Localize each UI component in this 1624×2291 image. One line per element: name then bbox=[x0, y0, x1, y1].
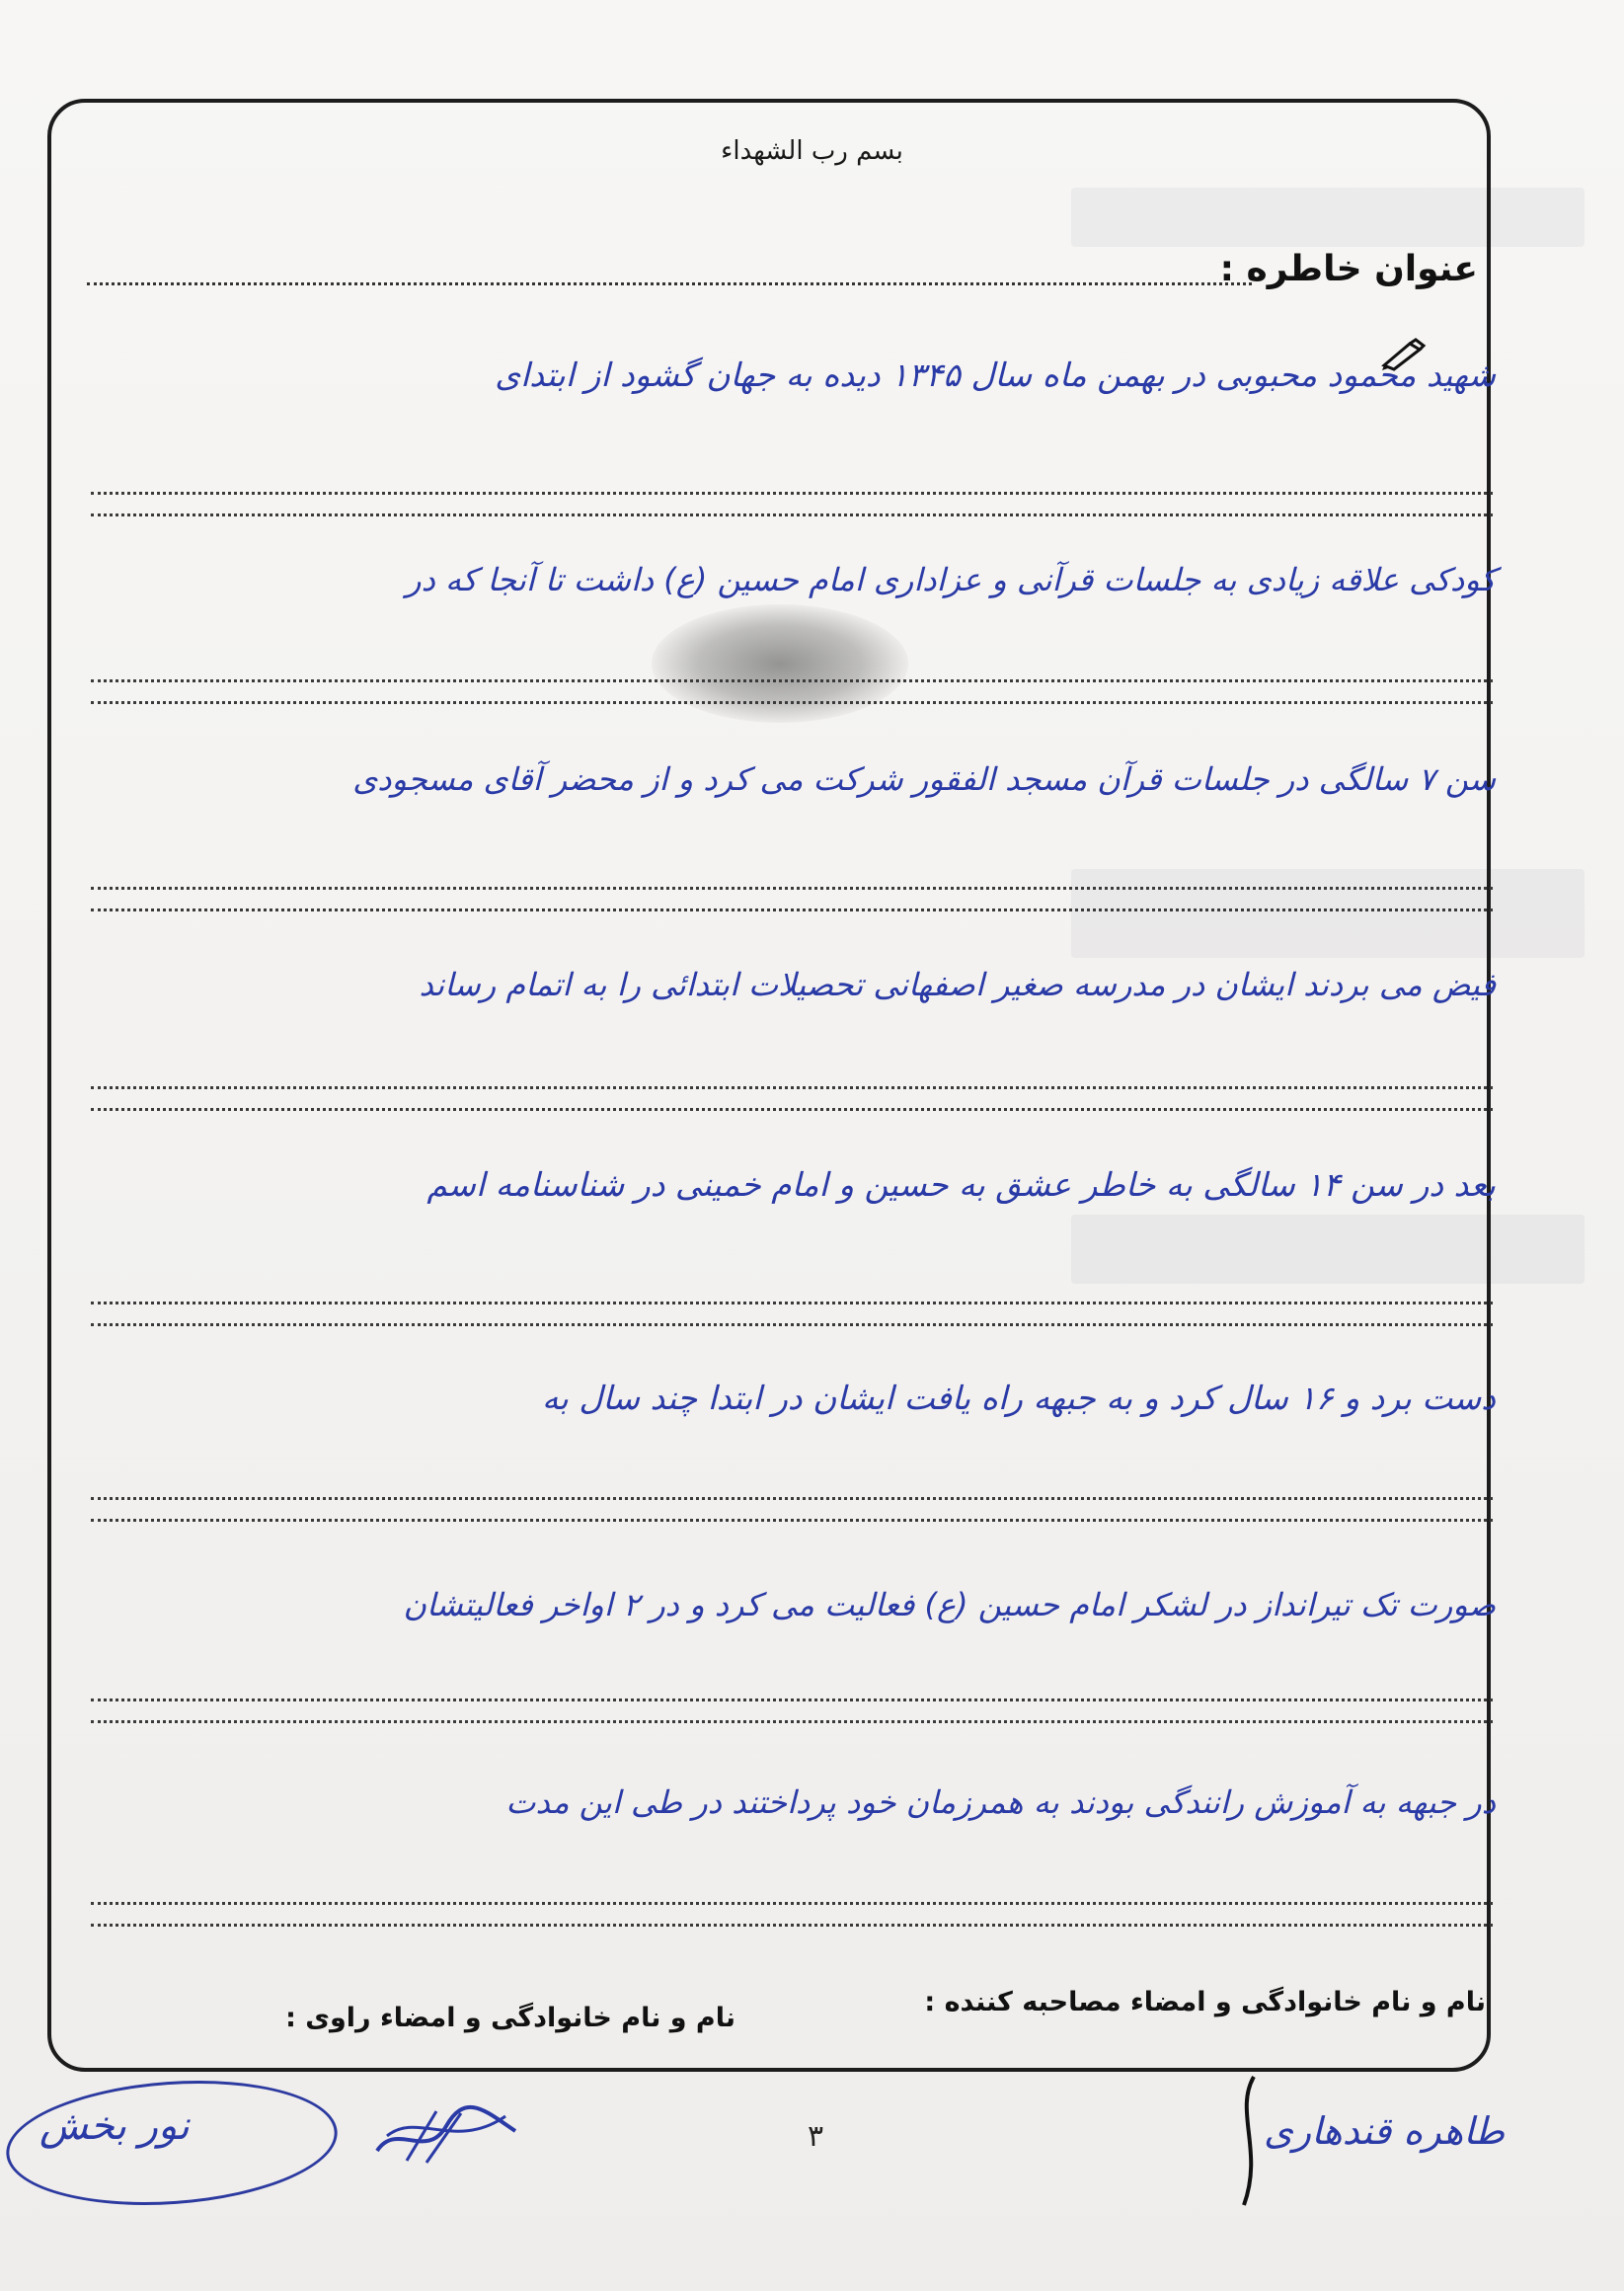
dotted-rule bbox=[91, 1302, 1493, 1304]
title-dotted-line bbox=[87, 282, 1252, 285]
memoir-line-3: سن ۷ سالگی در جلسات قرآن مسجد الفقور شرکت می کرد و از محضر آقای مسجودی bbox=[352, 760, 1496, 798]
dotted-rule bbox=[91, 908, 1493, 911]
dotted-rule bbox=[91, 1720, 1493, 1723]
dotted-rule bbox=[91, 492, 1493, 495]
memoir-line-6: دست برد و ۱۶ سال کرد و به جبهه راه یافت ایشان در ابتدا چند سال به bbox=[541, 1379, 1496, 1417]
dotted-rule bbox=[91, 1323, 1493, 1326]
memoir-line-2: کودکی علاقه زیادی به جلسات قرآنی و عزاداری امام حسین (ع) داشت تا آنجا که در bbox=[406, 561, 1496, 598]
signature-left: نور بخش bbox=[39, 2103, 190, 2149]
memoir-line-5: بعد در سن ۱۴ سالگی به خاطر عشق به حسین و امام خمینی در شناسنامه اسم bbox=[426, 1165, 1496, 1204]
scribble-stroke bbox=[1224, 2072, 1274, 2210]
signature-right: طاهره قندهاری bbox=[1264, 2109, 1506, 2153]
dotted-rule bbox=[91, 701, 1493, 704]
memoir-line-1: شهید محمود محبوبی در بهمن ماه سال ۱۳۴۵ دیده به جهان گشود از ابتدای bbox=[495, 356, 1496, 394]
stamp-mark bbox=[652, 604, 908, 723]
dotted-rule bbox=[91, 1108, 1493, 1111]
dotted-rule bbox=[91, 1902, 1493, 1905]
dotted-rule bbox=[91, 1924, 1493, 1927]
narrator-signature-label: نام و نام خانوادگی و امضاء راوی : bbox=[285, 2003, 735, 2033]
scribble-signature-mark bbox=[367, 2092, 525, 2171]
dotted-rule bbox=[91, 514, 1493, 516]
dotted-rule bbox=[91, 679, 1493, 682]
bismillah-heading: بسم رب الشهداء bbox=[721, 136, 903, 166]
memoir-line-7: صورت تک تیرانداز در لشکر امام حسین (ع) فعالیت می کرد و در ۲ اواخر فعالیتشان bbox=[403, 1586, 1496, 1623]
interviewer-signature-label: نام و نام خانوادگی و امضاء مصاحبه کننده : bbox=[924, 1987, 1486, 2017]
dotted-rule bbox=[91, 1086, 1493, 1089]
dotted-rule bbox=[91, 1519, 1493, 1522]
memoir-title-label: عنوان خاطره : bbox=[1219, 249, 1478, 289]
dotted-rule bbox=[91, 887, 1493, 890]
page-number: ۳ bbox=[808, 2119, 824, 2154]
dotted-rule bbox=[91, 1497, 1493, 1500]
dotted-rule bbox=[91, 1698, 1493, 1701]
form-border bbox=[47, 99, 1491, 2072]
memoir-line-4: فیض می بردند ایشان در مدرسه صغیر اصفهانی تحصیلات ابتدائی را به اتمام رساند bbox=[419, 966, 1496, 1003]
memoir-line-8: در جبهه به آموزش رانندگی بودند به همرزمان خود پرداختند در طی این مدت bbox=[505, 1783, 1496, 1821]
